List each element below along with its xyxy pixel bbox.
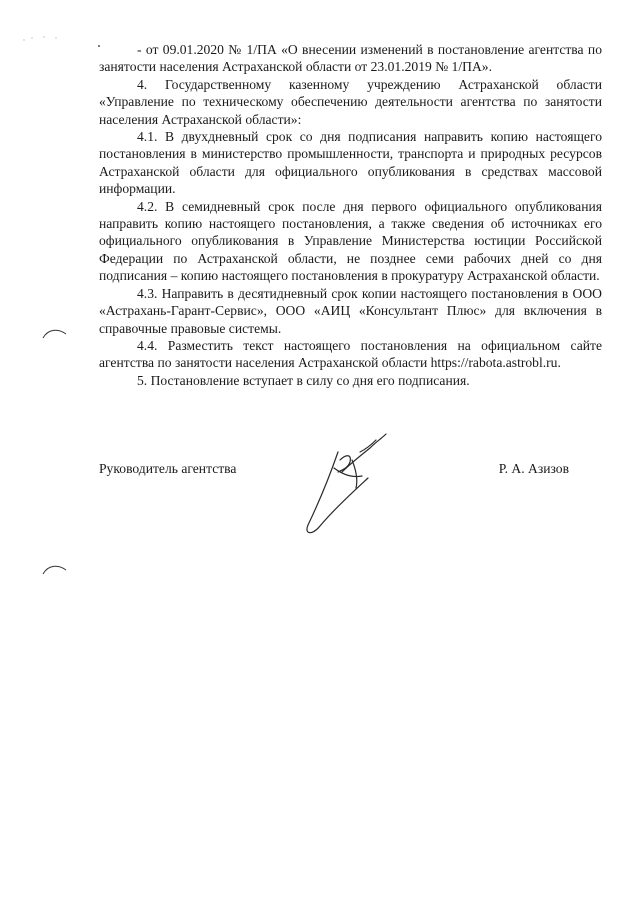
scan-noise-mark [22, 32, 62, 46]
scan-dot-mark [96, 42, 104, 50]
body-text [99, 41, 602, 389]
paragraph-4-3: 4.3. Направить в десятидневный срок копии настоящего постановления в ООО «Астрахань-Гарант-Сервис», ООО «АИЦ «Консультант Плюс» для включения в справочные правовые системы. [99, 285, 602, 336]
paragraph-amendment-item: - от 09.01.2020 № 1/ПА «О внесении изменений в постановление агентства по занятости населения Астраханской области от 23.01.2019 № 1/ПА». [99, 42, 602, 75]
handwritten-signature [290, 430, 400, 540]
paragraph-4-2: 4.2. В семидневный срок после дня первого официального опубликования направить копию настоящего постановления, а также сведения об источниках его официального опубликования в Управление Министерства юстиции Российской Федерации по Астраханской области, не позднее семи рабочих дней со дня подписания – копию настоящего постановления в прокуратуру Астраханской области. [99, 198, 602, 284]
signatory-name: Р. А. Азизов [498, 461, 569, 476]
paragraph-4-4: 4.4. Разместить текст настоящего постановления на официальном сайте агентства по занятости населения Астраханской области https://rabota.astrobl.ru. [99, 337, 602, 371]
paragraph-4: 4. Государственному казенному учреждению Астраханской области «Управление по техническому обеспечению деятельности агентства по занятости населения Астраханской области»: [99, 76, 602, 127]
punch-hole-mark-top [40, 326, 70, 342]
signatory-position: Руководитель агентства [99, 461, 237, 476]
punch-hole-mark-bottom [40, 562, 70, 578]
paragraph-4-1: 4.1. В двухдневный срок со дня подписания направить копию настоящего постановления в министерство промышленности, транспорта и природных ресурсов Астраханской области для официального опубликования в средствах массовой информации. [99, 129, 602, 197]
paragraph-5: 5. Постановление вступает в силу со дня его подписания. [137, 372, 470, 388]
